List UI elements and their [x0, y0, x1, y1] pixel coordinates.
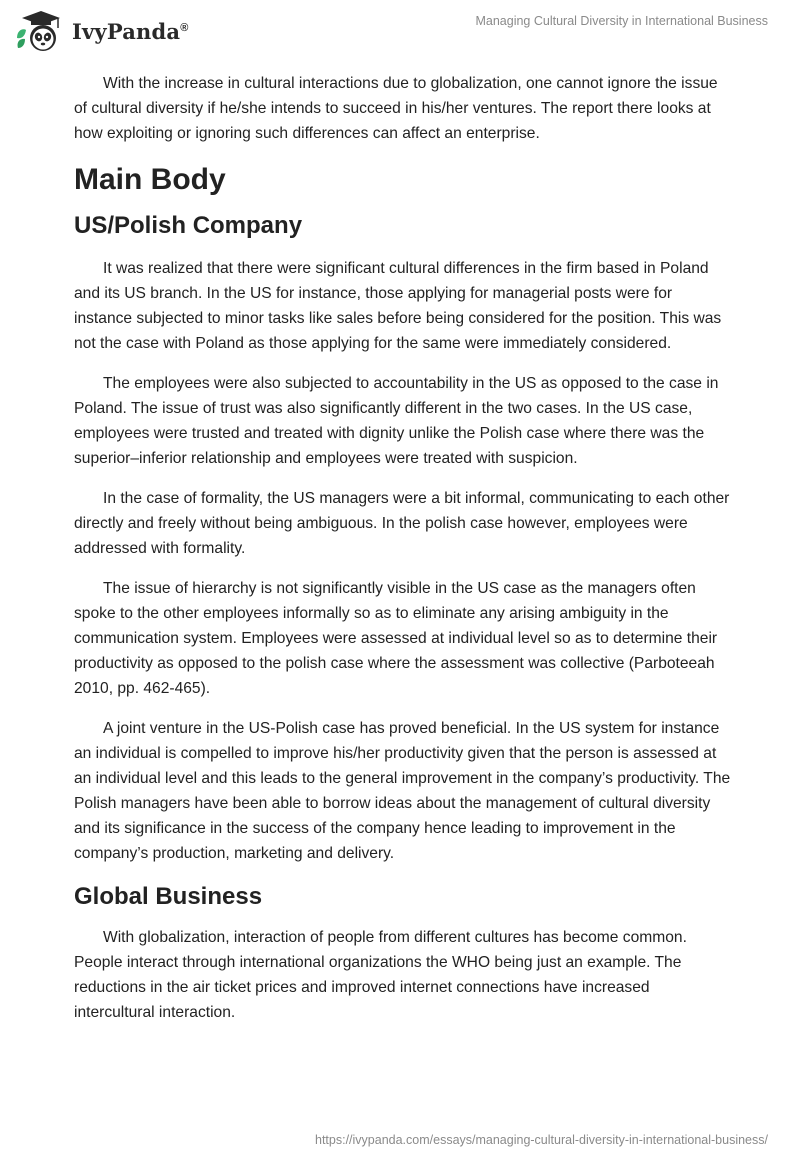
- us-polish-heading: US/Polish Company: [74, 212, 303, 239]
- global-business-heading: Global Business: [74, 883, 263, 910]
- intro-paragraph: With the increase in cultural interactions due to globalization, one cannot ignore the issue of cultural diversity if he/she intends to succeed in his/her ventures. The report there looks at how exploiting or ignoring such differences can affect an enterprise.: [74, 75, 718, 142]
- us-polish-paragraph-1: It was realized that there were significant cultural differences in the firm based in Poland and its US branch. In the US for instance, those applying for managerial posts were for instance subjected to minor tasks like sales before being considered for the position. This was not the case with Poland as those applying for the same were immediately considered.: [74, 260, 722, 352]
- registered-mark: ®: [180, 21, 189, 34]
- brand-name: IvyPanda®: [72, 18, 189, 44]
- ivypanda-logo[interactable]: [14, 8, 189, 54]
- source-url-link[interactable]: https://ivypanda.com/essays/managing-cultural-diversity-in-international-business/: [315, 1133, 768, 1147]
- page-header: [0, 0, 800, 64]
- global-business-paragraph-1: With globalization, interaction of people from different cultures has become common. People interact through international organizations the WHO being just an example. The reductions in the air ticket prices and improved internet connections have increased intercultural interaction.: [74, 929, 687, 1021]
- us-polish-paragraph-2: The employees were also subjected to accountability in the US as opposed to the case in Poland. The issue of trust was also significantly different in the two cases. In the US case, employees were trusted and treated with dignity unlike the Polish case where there was the superior–inferior relationship and employees were treated with suspicion.: [74, 375, 719, 467]
- main-body-heading: Main Body: [74, 163, 226, 196]
- panda-graduate-logo-icon: [14, 8, 68, 54]
- us-polish-paragraph-5: A joint venture in the US-Polish case has proved beneficial. In the US system for instance an individual is compelled to improve his/her productivity given that the person is assessed at an individual level and this leads to the general improvement in the company’s productivity. The Polish managers have been able to borrow ideas about the management of cultural diversity and its significance in the success of the company hence leading to improvement in the company’s production, marketing and delivery.: [74, 720, 731, 862]
- us-polish-paragraph-3: In the case of formality, the US managers were a bit informal, communicating to each other directly and freely without being ambiguous. In the polish case however, employees were addressed with formality.: [74, 490, 730, 557]
- document-title: Managing Cultural Diversity in International Business: [475, 14, 768, 28]
- essay-content: [74, 71, 734, 1040]
- us-polish-paragraph-4: The issue of hierarchy is not significantly visible in the US case as the managers often spoke to the other employees informally so as to eliminate any arising ambiguity in the communication system. Employees were assessed at individual level so as to determine their productivity as opposed to the polish case where the assessment was collective (Parboteeah 2010, pp. 462-465).: [74, 580, 718, 697]
